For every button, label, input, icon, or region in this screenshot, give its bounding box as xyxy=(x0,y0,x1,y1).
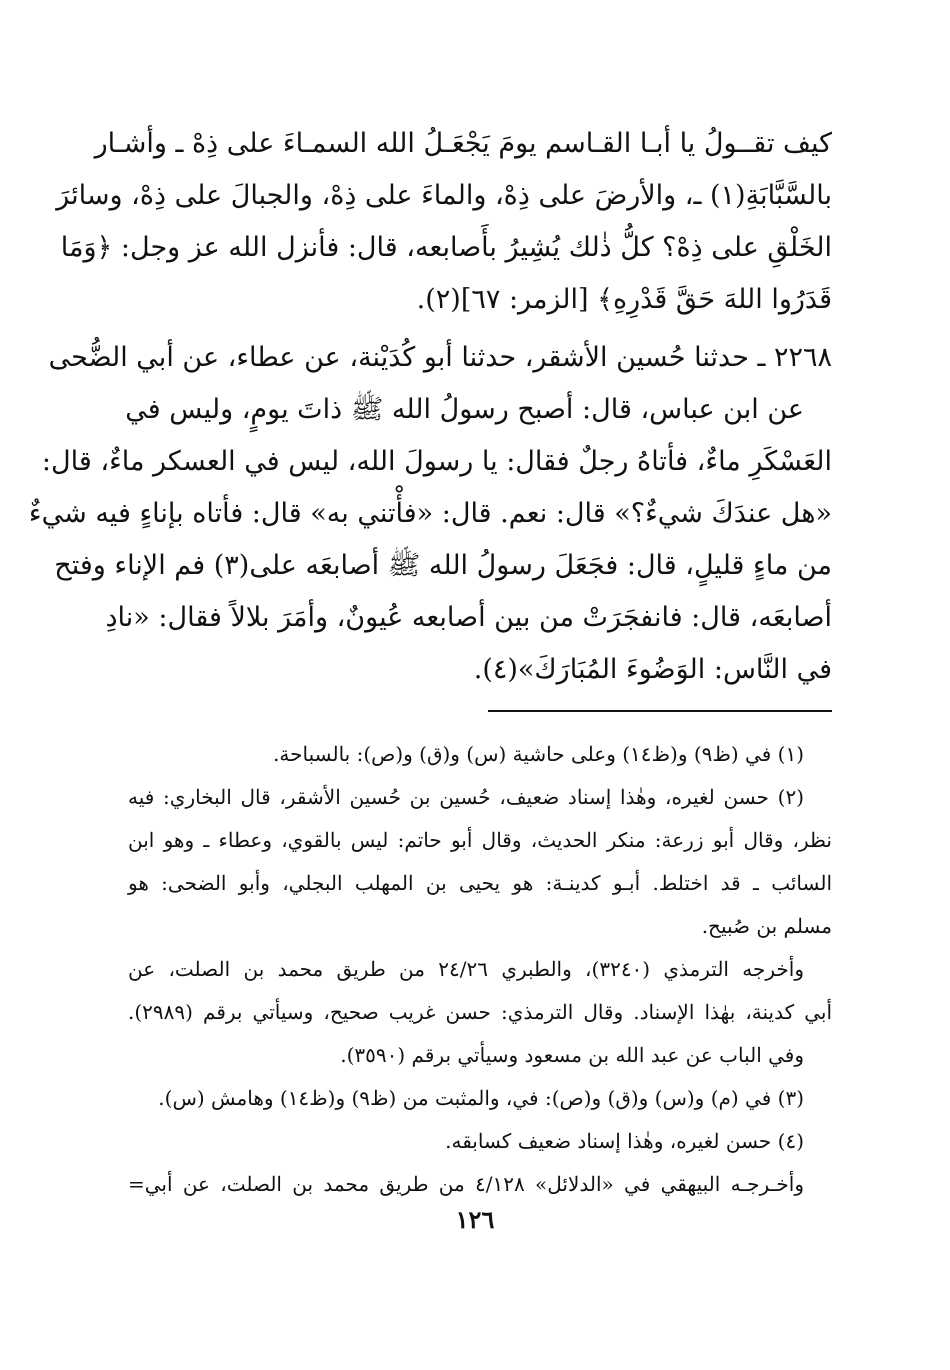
main-text xyxy=(28,118,832,696)
footnote-line: وفي الباب عن عبد الله بن مسعود وسيأتي برقم (٣٥٩٠). xyxy=(340,1043,804,1067)
text-line: من ماءٍ قليلٍ، قال: فجَعَلَ رسولُ الله ﷺ أصابعَه على(٣) فم الإناء وفتح xyxy=(54,550,832,581)
footnote-line: وأخـرجـه البيهقي في «الدلائل» ٤/١٢٨ من طريق محمد بن الصلت، عن أبي= xyxy=(128,1172,805,1196)
text-line: الخَلْقِ على ذِهْ؟ كلُّ ذٰلك يُشِيرُ بأَصابعه، قال: فأنزل الله عز وجل: ﴿وَمَا xyxy=(60,232,832,263)
footnote-separator xyxy=(488,710,832,712)
footnote-line: (٣) في (م) و(س) و(ق) و(ص): في، والمثبت من (ظ٩) و(ظ١٤) وهامش (س). xyxy=(158,1086,804,1110)
footnotes xyxy=(128,733,832,1206)
text-line: العَسْكَرِ ماءٌ، فأتاهُ رجلٌ فقال: يا رسولَ الله، ليس في العسكر ماءٌ، قال: xyxy=(41,446,832,477)
hadith-heading-line: ٢٢٦٨ ـ حدثنا حُسين الأشقر، حدثنا أبو كُدَيْنة، عن عطاء، عن أبي الضُّحى xyxy=(48,342,832,373)
footnote-line: السائب ـ قد اختلط. أبـو كدينـة: هو يحيى بن المهلب البجلي، وأبو الضحى: هو xyxy=(128,871,832,895)
text-line: في النَّاس: الوَضُوءَ المُبَارَكَ»(٤). xyxy=(473,654,832,685)
footnote-line: مسلم بن صُبيح. xyxy=(701,914,832,938)
footnote-line: أبي كدينة، بهٰذا الإسناد. وقال الترمذي: حسن غريب صحيح، وسيأتي برقم (٢٩٨٩). xyxy=(128,1000,832,1024)
footnote-line: نظر، وقال أبو زرعة: منكر الحديث، وقال أبو حاتم: ليس بالقوي، وعطاء ـ وهو ابن xyxy=(128,828,832,852)
page-number: ١٢٦ xyxy=(455,1205,495,1234)
footnote-line: وأخرجه الترمذي (٣٢٤٠)، والطبري ٢٤/٢٦ من طريق محمد بن الصلت، عن xyxy=(128,957,804,981)
footnote-line: (٢) حسن لغيره، وهٰذا إسناد ضعيف، حُسين بن حُسين الأشقر، قال البخاري: فيه xyxy=(128,785,804,809)
text-line: كيف تقــولُ يا أبـا القـاسم يومَ يَجْعَـلُ الله السمـاءَ على ذِهْ ـ وأشـار xyxy=(94,128,832,159)
text-line: عن ابن عباس، قال: أصبح رسولُ الله ﷺ ذاتَ يومٍ، وليس في xyxy=(125,394,804,425)
text-line: «هل عندَكَ شيءٌ؟» قال: نعم. قال: «فأْتني به» قال: فأتاه بإناءٍ فيه شيءٌ xyxy=(28,498,832,529)
text-line: قَدَرُوا اللهَ حَقَّ قَدْرِهِ﴾ [الزمر: ٦٧](٢). xyxy=(416,284,832,315)
footnote-line: (٤) حسن لغيره، وهٰذا إسناد ضعيف كسابقه. xyxy=(445,1129,804,1153)
footnote-line: (١) في (ظ٩) و(ظ١٤) وعلى حاشية (س) و(ق) و(ص): بالسباحة. xyxy=(273,742,804,766)
text-line: بالسَّبَّابَةِ(١) ـ، والأرضَ على ذِهْ، والماءَ على ذِهْ، والجبالَ على ذِهْ، وسائرَ xyxy=(56,180,832,211)
text-line: أصابعَه، قال: فانفجَرَتْ من بين أصابعه عُيونٌ، وأمَرَ بلالاً فقال: «نادِ xyxy=(105,602,832,633)
